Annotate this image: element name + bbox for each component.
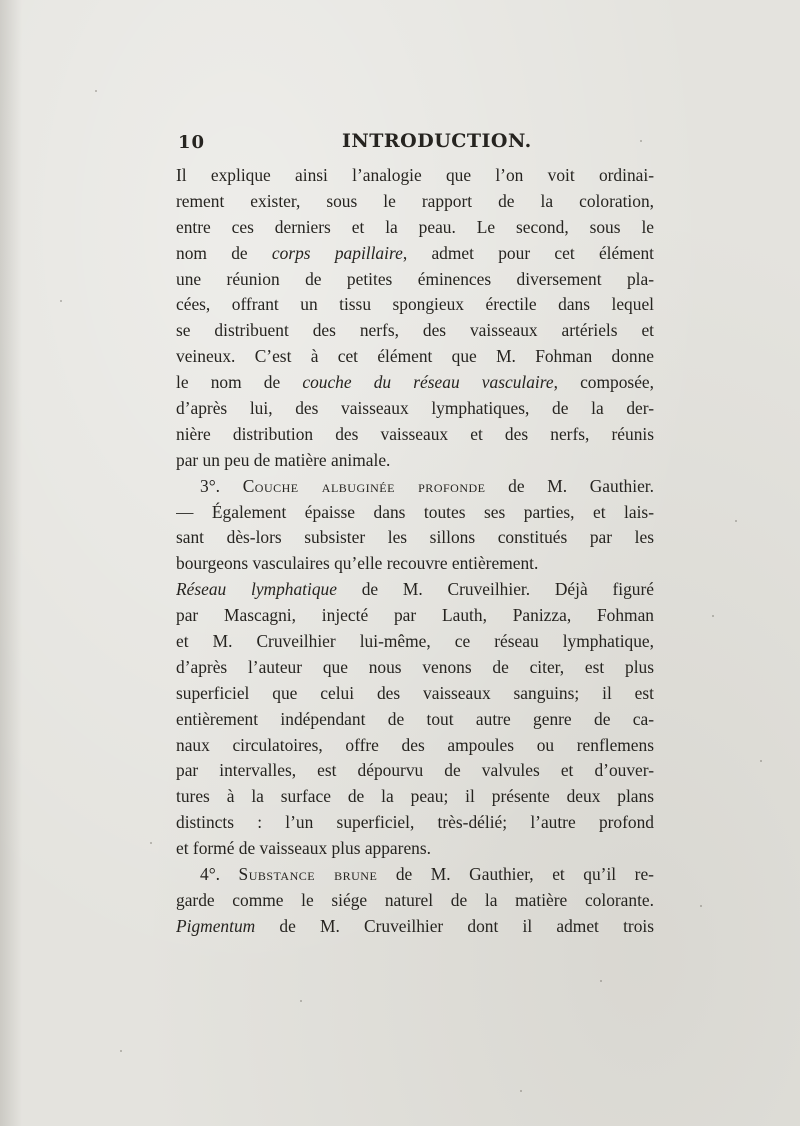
text-line: naux circulatoires, offre des ampoules ou renflemens <box>176 734 654 755</box>
page-header <box>178 126 654 158</box>
text-line <box>176 370 654 396</box>
text-line: distincts : l’un superficiel, très-délié; l’autre profond <box>176 812 654 833</box>
text-line <box>176 577 654 603</box>
text-line: veineux. C’est à cet élément que M. Fohman donne <box>176 346 654 367</box>
body-text <box>176 163 654 940</box>
text-line: sant dès-lors subsister les sillons constitués par les <box>176 527 654 548</box>
text-line: par intervalles, est dépourvu de valvules et d’ouver- <box>176 760 654 781</box>
text-line: garde comme le siége naturel de la matière colorante. <box>176 889 654 910</box>
text-run: , composée, <box>553 372 654 393</box>
text-line: d’après l’auteur que nous venons de citer, est plus <box>176 656 654 677</box>
paper-speck <box>712 615 714 617</box>
text-line: une réunion de petites éminences diversement pla- <box>176 268 654 289</box>
paper-speck <box>150 842 152 844</box>
text-run: de M. Cruveilhier dont il admet trois <box>255 915 654 936</box>
paper-speck <box>95 90 97 92</box>
text-line: et formé de vaisseaux plus apparens. <box>176 838 431 859</box>
small-caps-term: Couche albuginée profonde <box>242 475 486 496</box>
text-line: d’après lui, des vaisseaux lymphatiques, de la der- <box>176 398 654 419</box>
text-line: entre ces derniers et la peau. Le second, sous le <box>176 216 654 237</box>
page-fold-shadow <box>0 0 22 1126</box>
page-number: 10 <box>178 132 206 153</box>
text-line: cées, offrant un tissu spongieux érectile dans lequel <box>176 294 654 315</box>
text-line: par un peu de matière animale. <box>176 449 391 470</box>
text-line: rement exister, sous le rapport de la coloration, <box>176 190 654 211</box>
italic-term: Pigmentum <box>176 915 256 936</box>
text-line <box>176 474 654 500</box>
text-run: 3°. <box>200 475 243 496</box>
paper-speck <box>600 980 602 982</box>
italic-term: corps papillaire <box>271 242 403 263</box>
paper-speck <box>700 905 702 907</box>
paper-speck <box>60 300 62 302</box>
paper-speck <box>120 1050 122 1052</box>
text-run: nom de <box>176 242 272 263</box>
text-line: entièrement indépendant de tout autre genre de ca- <box>176 708 654 729</box>
text-line: bourgeons vasculaires qu’elle recouvre entièrement. <box>176 553 539 574</box>
text-run: , admet pour cet élément <box>402 242 654 263</box>
italic-term: Réseau lymphatique <box>176 579 337 600</box>
italic-term: couche du réseau vasculaire <box>302 372 554 393</box>
text-run: 4°. <box>200 864 239 885</box>
text-line: par Mascagni, injecté par Lauth, Panizza, Fohman <box>176 605 654 626</box>
text-line: se distribuent des nerfs, des vaisseaux artériels et <box>176 320 654 341</box>
text-line: — Également épaisse dans toutes ses parties, et lais- <box>176 501 654 522</box>
text-line: et M. Cruveilhier lui-même, ce réseau lymphatique, <box>176 631 654 652</box>
text-run: de M. Cruveilhier. Déjà figuré <box>336 579 654 600</box>
paper-speck <box>300 1000 302 1002</box>
small-caps-term: Substance brune <box>238 864 378 885</box>
paper-speck <box>760 760 762 762</box>
paper-speck <box>735 520 737 522</box>
text-line <box>176 862 654 888</box>
text-line <box>176 241 654 267</box>
paper-speck <box>520 1090 522 1092</box>
text-run: de M. Gauthier. <box>485 475 654 496</box>
text-run: de M. Gauthier, et qu’il re- <box>377 864 654 885</box>
text-line <box>176 914 654 940</box>
paper-speck <box>640 140 642 142</box>
text-line: superficiel que celui des vaisseaux sanguins; il est <box>176 682 654 703</box>
text-line: Il explique ainsi l’analogie que l’on voit ordinai- <box>176 165 654 185</box>
text-line: tures à la surface de la peau; il présente deux plans <box>176 786 654 807</box>
text-run: le nom de <box>176 372 303 393</box>
running-head: INTRODUCTION. <box>342 130 532 152</box>
text-line: nière distribution des vaisseaux et des nerfs, réunis <box>176 423 654 444</box>
